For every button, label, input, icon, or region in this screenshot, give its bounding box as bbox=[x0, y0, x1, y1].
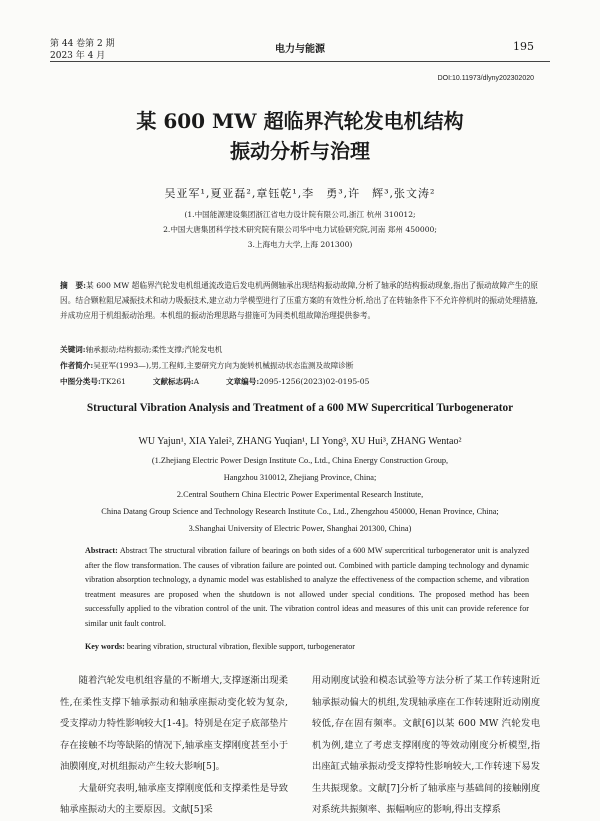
page-number: 195 bbox=[513, 40, 534, 53]
journal-volume: 第 44 卷第 2 期 bbox=[50, 39, 115, 49]
en-title: Structural Vibration Analysis and Treatment of a 600 MW Supercritical Turbogenerator bbox=[86, 402, 514, 414]
cn-affil-1: (1.中国能源建设集团浙江省电力设计院有限公司,浙江 杭州 310012; bbox=[184, 210, 416, 219]
body-paragraph: 大量研究表明,轴承座支撑刚度低和支撑柔性是导致轴承座振动大的主要原因。文献[5]采 bbox=[60, 782, 288, 815]
cn-abstract-label: 摘 要: bbox=[60, 281, 86, 290]
en-affiliations bbox=[0, 452, 600, 537]
en-abstract-label: Abstract: bbox=[85, 546, 118, 555]
cn-keywords bbox=[60, 343, 540, 357]
body-paragraph: 用动刚度试验和模态试验等方法分析了某工作转速附近轴承振动偏大的机组,发现轴承座在工作转速附近动刚度较低,存在固有频率。文献[6]以某 600 MW 汽轮发电机为例,建立了考虑支撑刚度的等效动刚度分析模型,指出座缸式轴承振动受支撑特性影响较大,工作转速下易发生共振现象。文献[7]分析了轴承座与基础间的接触刚度对系统共振频率、振幅响应的影响,得出支撑系 bbox=[312, 675, 540, 815]
cn-affil-3: 3.上海电力大学,上海 201300) bbox=[247, 240, 353, 249]
cn-author-intro-text: 吴亚军(1993—),男,工程师,主要研究方向为旋转机械振动状态监测及故障诊断 bbox=[93, 361, 354, 370]
en-affil-1: (1.Zhejiang Electric Power Design Institute Co., Ltd., China Energy Construction Group, bbox=[151, 456, 449, 465]
cn-affil-2: 2.中国大唐集团科学技术研究院有限公司华中电力试验研究院,河南 郑州 450000; bbox=[163, 225, 437, 234]
en-keywords-text: bearing vibration, structural vibration, flexible support, turbogenerator bbox=[126, 642, 355, 651]
cn-affiliations bbox=[0, 207, 600, 252]
en-affil-4: China Datang Group Science and Technology Research Institute Co., Ltd., Zhengzhou 450000, Henan Province, China; bbox=[101, 507, 499, 516]
journal-date: 2023 年 4 月 bbox=[50, 51, 106, 61]
cn-doc-code: A bbox=[193, 377, 200, 386]
body-paragraph: 随着汽轮发电机组容量的不断增大,支撑逐渐出现柔性,在柔性支撑下轴承振动和轴承座振动变化较为复杂,受支撑动力特性影响较大[1-4]。特别是在定子底部垫片存在接触不均等缺陷的情况下,轴承座支撑刚度甚至小于油膜刚度,对机组振动产生较大影响[5]。 bbox=[60, 675, 288, 772]
cn-title-line1: 某 600 MW 超临界汽轮发电机结构 bbox=[136, 109, 464, 133]
cn-author-intro-label: 作者简介: bbox=[60, 361, 94, 370]
en-affil-2: Hangzhou 310012, Zhejiang Province, China; bbox=[223, 473, 377, 482]
cn-author-intro bbox=[60, 359, 540, 373]
body-left-column bbox=[60, 670, 288, 821]
cn-title bbox=[0, 106, 600, 166]
en-affil-3: 2.Central Southern China Electric Power Experimental Research Institute, bbox=[176, 490, 424, 499]
cn-article-no-label: 文章编号: bbox=[225, 377, 260, 386]
cn-doc-code-label: 文献标志码: bbox=[152, 377, 194, 386]
cn-abstract bbox=[60, 279, 538, 323]
en-keywords bbox=[85, 642, 535, 651]
cn-clc: TK261 bbox=[100, 377, 127, 386]
en-abstract bbox=[85, 544, 529, 632]
journal-name: 电力与能源 bbox=[275, 44, 325, 55]
doi: DOI:10.11973/dlyny202302020 bbox=[437, 75, 534, 82]
cn-keywords-label: 关键词: bbox=[60, 345, 86, 354]
body-right-column bbox=[312, 670, 540, 821]
cn-clc-label: 中图分类号: bbox=[60, 377, 101, 386]
header-divider bbox=[50, 61, 550, 62]
en-keywords-label: Key words: bbox=[85, 642, 125, 651]
en-authors: WU Yajun¹, XIA Yalei², ZHANG Yuqian¹, LI Yong³, XU Hui³, ZHANG Wentao² bbox=[138, 436, 462, 447]
cn-keywords-text: 轴承振动;结构振动;柔性支撑;汽轮发电机 bbox=[85, 345, 223, 354]
cn-authors: 吴亚军¹,夏亚磊²,章钰乾¹,李 勇³,许 辉³,张文涛² bbox=[164, 187, 436, 200]
cn-abstract-text: 某 600 MW 超临界汽轮发电机组通流改造后发电机两侧轴承出现结构振动故障,分析了轴承的结构振动现象,指出了振动故障产生的原因。结合颗粒阻尼减振技术和动力吸振技术,建立动力学模型进行了压重方案的有效性分析,给出了在转轴条件下不允许停机时的振动处理措施,并成功应用于机组振动治理。本机组的振动治理思路与措施可为同类机组故障治理提供参考。 bbox=[60, 281, 538, 320]
cn-article-no: 2095-1256(2023)02-0195-05 bbox=[259, 377, 370, 386]
cn-title-line2: 振动分析与治理 bbox=[230, 139, 370, 163]
en-abstract-text: Abstract The structural vibration failure of bearings on both sides of a 600 MW supercritical turbogenerator unit is analyzed after the flow transformation. The causes of vibration failure are pointed out. Combined with particle damping technology and dynamic vibration absorption technology, a dynamic model was established to analyze the effectiveness of the compaction scheme, and vibration treatment measures are proposed when the shutdown is not allowed under special conditions. The proposed method has been successfully applied to the vibration control of the unit. The vibration control ideas and measures of this unit can provide reference for similar unit fault control. bbox=[85, 546, 529, 628]
cn-classification bbox=[60, 375, 540, 389]
en-affil-5: 3.Shanghai University of Electric Power, Shanghai 201300, China) bbox=[188, 524, 412, 533]
